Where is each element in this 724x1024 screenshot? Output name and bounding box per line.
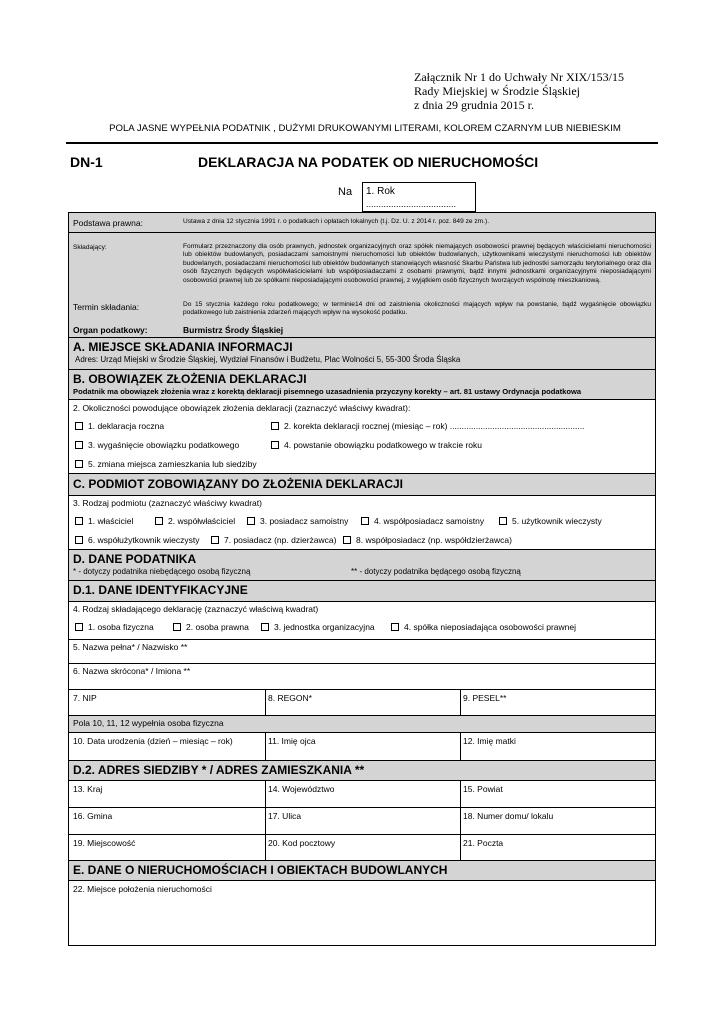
- option-partnership[interactable]: 4. spółka nieposiadająca osobowości prawnej: [391, 622, 576, 632]
- section-d2-title: D.2. ADRES SIEDZIBY * / ADRES ZAMIESZKANIA **: [73, 763, 365, 777]
- checkbox[interactable]: [499, 517, 507, 525]
- fields-note: Pola 10, 11, 12 wypełnia osoba fizyczna: [73, 718, 224, 728]
- section-d-title: D. DANE PODATNIKA: [73, 552, 197, 566]
- checkbox[interactable]: [173, 623, 181, 631]
- checkbox[interactable]: [361, 517, 369, 525]
- option-co-owner[interactable]: 2. współwłaściciel: [155, 516, 235, 526]
- street-label: 17. Ulica: [268, 811, 302, 821]
- option-owner[interactable]: 1. właściciel: [75, 516, 133, 526]
- checkbox[interactable]: [75, 460, 83, 468]
- form-code: DN-1: [70, 154, 103, 170]
- checkbox[interactable]: [75, 422, 83, 430]
- nip-label: 7. NIP: [73, 693, 97, 703]
- checkbox[interactable]: [271, 441, 279, 449]
- option-annual[interactable]: 1. deklaracja roczna: [75, 421, 164, 431]
- checkbox[interactable]: [155, 517, 163, 525]
- annex-line: Załącznik Nr 1 do Uchwały Nr XIX/153/15: [414, 70, 624, 84]
- tax-authority-value: Burmistrz Środy Śląskiej: [183, 325, 284, 335]
- checkbox[interactable]: [391, 623, 399, 631]
- birth-date-label: 10. Data urodzenia (dzień – miesiąc – rok): [73, 736, 233, 746]
- tax-authority-label: Organ podatkowy:: [73, 325, 148, 335]
- checkbox[interactable]: [75, 517, 83, 525]
- checkbox[interactable]: [211, 536, 219, 544]
- county-label: 15. Powiat: [463, 784, 503, 794]
- voivodeship-label: 14. Województwo: [268, 784, 335, 794]
- short-name-label: 6. Nazwa skrócona* / Imiona **: [73, 666, 191, 676]
- filers-text: Formularz przeznaczony dla osób prawnych, jednostek organizacyjnych oraz spółek niemających osobowości prawnej będących właścicielami nieruchomości lub obiektów budowlanych, posiadaczami samoistnymi nieruchomości lub obiektów budowlanych, użytkownikami wieczystymi nieruchomości lub obiektów budowlanych, posiadaczami nieruchomości lub obiektów budowlanych stanowiących własność Skarbu Państwa lub jednostki samorządu terytorialnego oraz dla osób fizycznych będących współwłaścicielami lub współposiadaczami z osobami prawnymi, bądź innymi jednostkami organizacyjnymi nieposiadającymi osobowości prawnej lub ze spółkami nieposiadającymi osobowości prawnej, z wyjątkiem osób fizycznych tworzących wspólnotę mieszkaniową.: [183, 243, 651, 284]
- commune-label: 16. Gmina: [73, 811, 113, 821]
- deadline-label: Termin składania:: [73, 302, 140, 312]
- year-dots: ....................................: [366, 199, 457, 209]
- legal-basis-text: Ustawa z dnia 12 stycznia 1991 r. o podatkach i opłatach lokalnych (t.j. Dz. U. z 2014 r. poz. 849 ze zm.).: [183, 218, 490, 225]
- year-field[interactable]: [362, 182, 476, 212]
- option-co-perpetual-user[interactable]: 6. współużytkownik wieczysty: [75, 535, 199, 545]
- city-label: 19. Miejscowość: [73, 838, 136, 848]
- pesel-label: 9. PESEL**: [463, 693, 507, 703]
- deadline-text: Do 15 stycznia każdego roku podatkowego; w terminie14 dni od zaistnienia okoliczności mających wpływ na powstanie, bądź wygaśnięcie obowiązku podatkowego lub zaistnienia zdarzeń mających wpływ na wysokość podatku.: [183, 301, 651, 317]
- option-address-change[interactable]: 5. zmiana miejsca zamieszkania lub siedziby: [75, 459, 257, 469]
- mother-name-label: 12. Imię matki: [463, 736, 516, 746]
- checkbox[interactable]: [247, 517, 255, 525]
- postal-code-label: 20. Kod pocztowy: [268, 838, 336, 848]
- header-divider: [66, 142, 658, 144]
- section-d-note-natural: ** - dotyczy podatnika będącego osobą fizyczną: [351, 567, 521, 576]
- year-label: 1. Rok: [366, 186, 395, 197]
- annex-note: [414, 70, 694, 112]
- house-number-label: 18. Numer domu/ lokalu: [463, 811, 554, 821]
- post-office-label: 21. Poczta: [463, 838, 504, 848]
- entity-question: 3. Rodzaj podmiotu (zaznaczyć właściwy kwadrat): [73, 498, 262, 508]
- regon-label: 8. REGON*: [268, 693, 312, 703]
- checkbox[interactable]: [343, 536, 351, 544]
- checkbox[interactable]: [75, 536, 83, 544]
- property-location-label: 22. Miejsce położenia nieruchomości: [73, 884, 212, 894]
- nip-field[interactable]: [69, 689, 265, 715]
- checkbox[interactable]: [75, 623, 83, 631]
- filers-label: Składający:: [73, 244, 107, 251]
- section-b-title: B. OBOWIĄZEK ZŁOŻENIA DEKLARACJI: [73, 372, 307, 386]
- form-title: DEKLARACJA NA PODATEK OD NIERUCHOMOŚCI: [198, 154, 539, 170]
- fill-instruction: POLA JASNE WYPEŁNIA PODATNIK , DUŻYMI DRUKOWANYMI LITERAMI, KOLOREM CZARNYM LUB NIEBIESKIM: [109, 123, 621, 134]
- full-name-label: 5. Nazwa pełna* / Nazwisko **: [73, 642, 188, 652]
- annex-line: Rady Miejskiej w Środzie Śląskiej: [414, 84, 580, 98]
- section-e-title: E. DANE O NIERUCHOMOŚCIACH I OBIEKTACH BUDOWLANYCH: [73, 863, 448, 877]
- option-co-possessor[interactable]: 4. współposiadacz samoistny: [361, 516, 484, 526]
- section-b-note: Podatnik ma obowiązek złożenia wraz z korektą deklaracji pisemnego uzasadnienia przyczyny korekty – art. 81 ustawy Ordynacja podatkowa: [73, 387, 582, 396]
- legal-basis-label: Podstawa prawna:: [73, 218, 143, 228]
- section-c-title: C. PODMIOT ZOBOWIĄZANY DO ZŁOŻENIA DEKLARACJI: [73, 477, 403, 491]
- section-a-title: A. MIEJSCE SKŁADANIA INFORMACJI: [73, 340, 293, 354]
- country-label: 13. Kraj: [73, 784, 103, 794]
- obligation-question: 2. Okoliczności powodujące obowiązek złożenia deklaracji (zaznaczyć właściwy kwadrat):: [73, 403, 411, 413]
- declaration-form: [68, 212, 656, 946]
- section-a-address: Adres: Urząd Miejski w Środzie Śląskiej, Wydział Finansów i Budżetu, Plac Wolności 5, 55-300 Środa Śląska: [75, 355, 461, 364]
- checkbox[interactable]: [261, 623, 269, 631]
- annex-line: z dnia 29 grudnia 2015 r.: [414, 98, 534, 112]
- checkbox[interactable]: [75, 441, 83, 449]
- checkbox[interactable]: [271, 422, 279, 430]
- section-d1-title: D.1. DANE IDENTYFIKACYJNE: [73, 583, 248, 597]
- father-name-label: 11. Imię ojca: [268, 736, 316, 746]
- option-org-unit[interactable]: 3. jednostka organizacyjna: [261, 622, 375, 632]
- option-perpetual-user[interactable]: 5. użytkownik wieczysty: [499, 516, 602, 526]
- option-co-lessee[interactable]: 8. współposiadacz (np. współdzierżawca): [343, 535, 512, 545]
- option-natural-person[interactable]: 1. osoba fizyczna: [75, 622, 154, 632]
- option-possessor[interactable]: 3. posiadacz samoistny: [247, 516, 348, 526]
- option-lessee[interactable]: 7. posiadacz (np. dzierżawca): [211, 535, 336, 545]
- option-expiry[interactable]: 3. wygaśnięcie obowiązku podatkowego: [75, 440, 239, 450]
- section-d-note-legal: * - dotyczy podatnika niebędącego osobą fizyczną: [73, 567, 251, 576]
- filer-type-question: 4. Rodzaj składającego deklarację (zaznaczyć właściwą kwadrat): [73, 604, 319, 614]
- year-prefix: Na: [338, 186, 353, 198]
- option-arising[interactable]: 4. powstanie obowiązku podatkowego w trakcie roku: [271, 440, 482, 450]
- option-legal-person[interactable]: 2. osoba prawna: [173, 622, 249, 632]
- option-correction[interactable]: 2. korekta deklaracji rocznej (miesiąc – rok) .........................................................: [271, 421, 584, 431]
